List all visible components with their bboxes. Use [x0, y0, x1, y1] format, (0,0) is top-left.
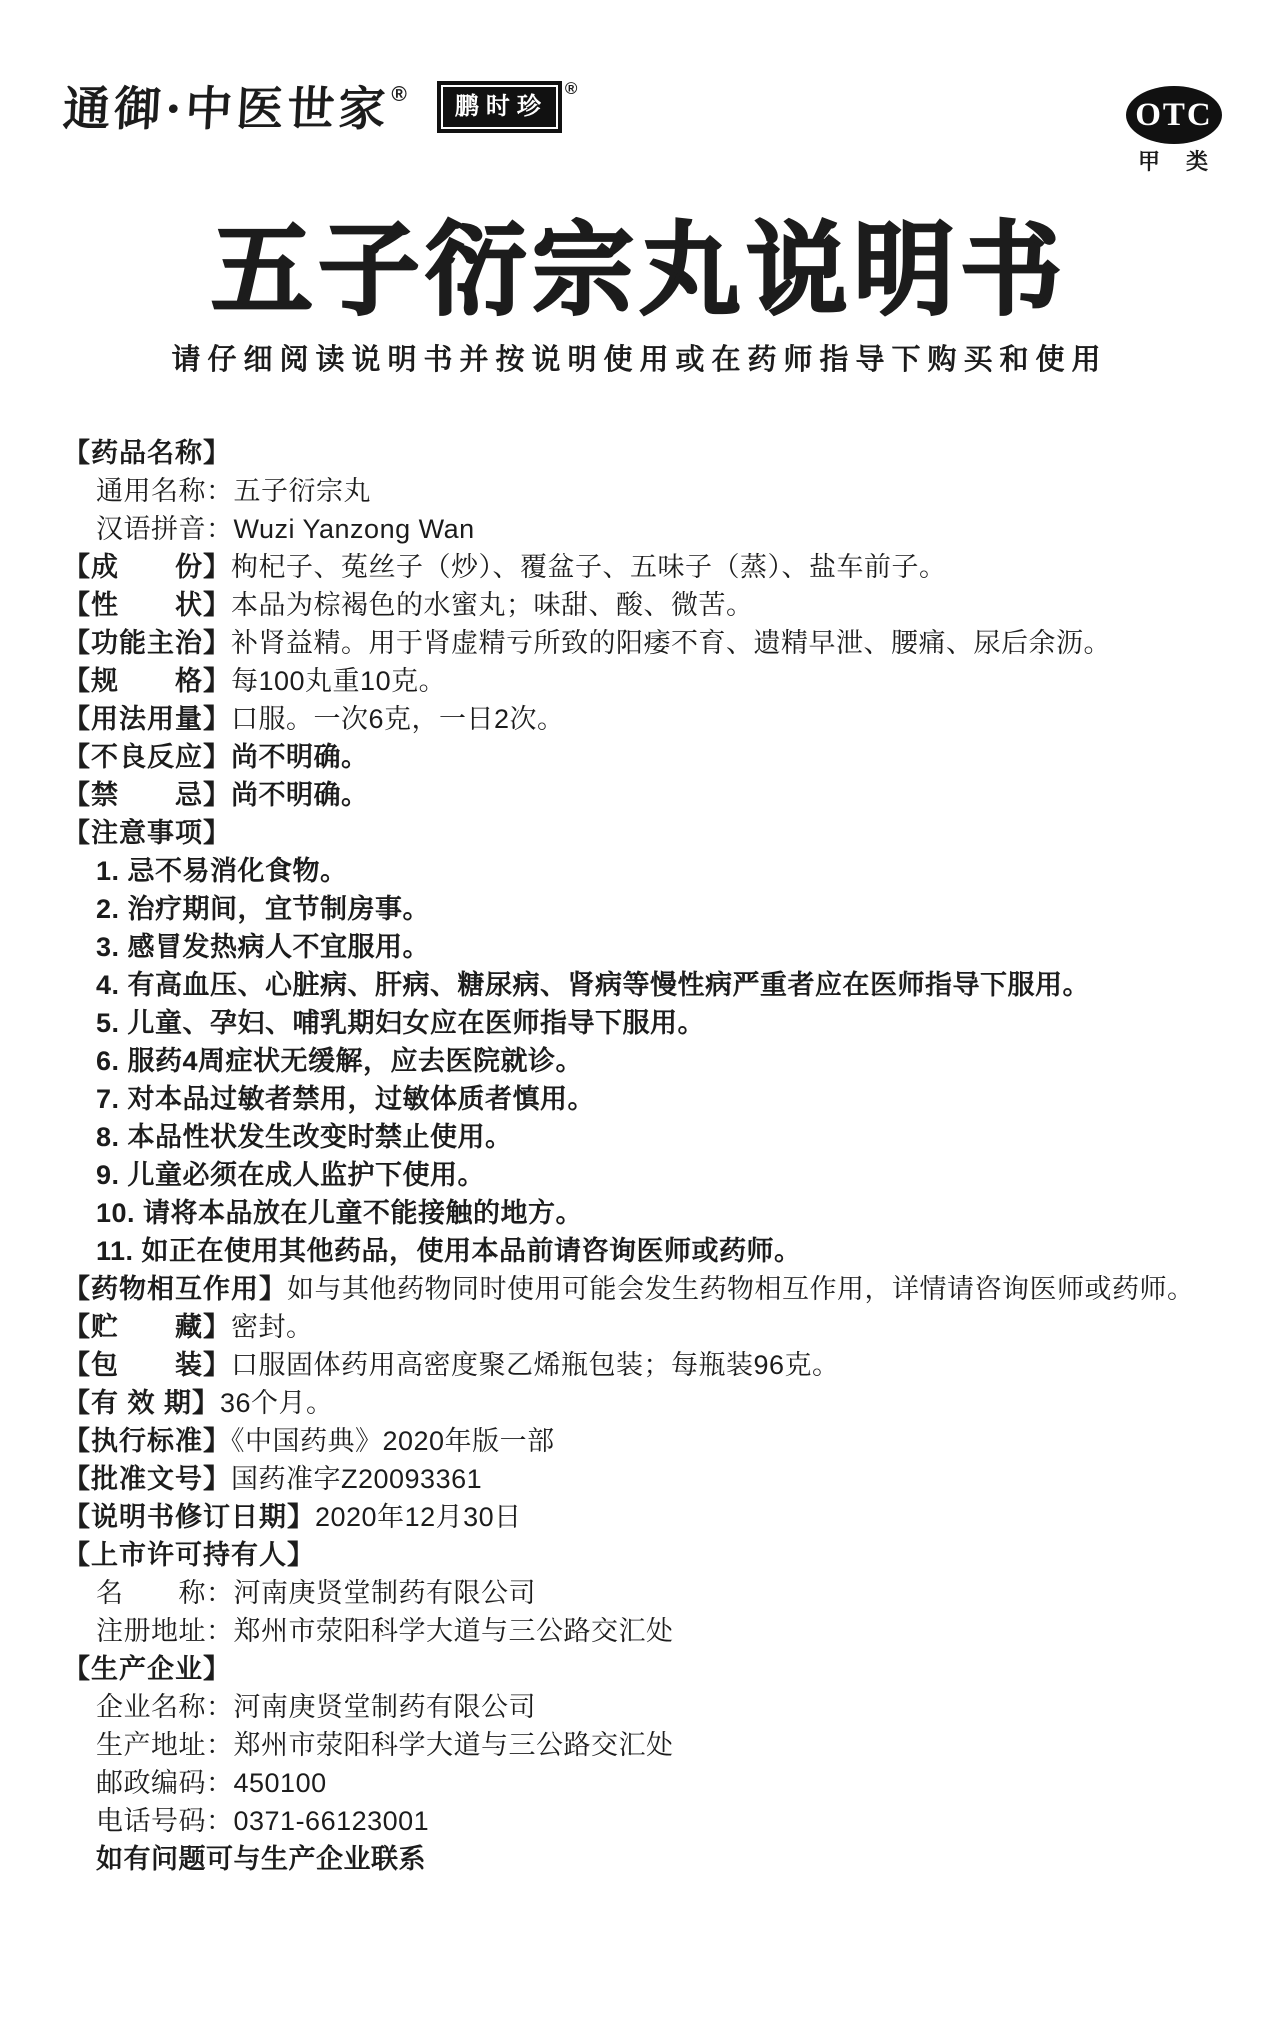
- section-content: 生产地址：郑州市荥阳科学大道与三公路交汇处: [96, 1730, 674, 1761]
- section-label: 【上市许可持有人】: [63, 1540, 315, 1571]
- section-label: 【用法用量】: [63, 704, 231, 735]
- section-content: 如与其他药物同时使用可能会发生药物相互作用，详情请咨询医师或药师。: [287, 1274, 1195, 1305]
- section-content: 尚不明确。: [231, 780, 369, 811]
- section-content: 口服固体药用高密度聚乙烯瓶包装；每瓶装96克。: [231, 1350, 840, 1381]
- doc-line: [63, 1080, 1229, 1118]
- doc-line: [63, 1764, 1229, 1802]
- brand-seal-plaque: [437, 81, 562, 133]
- section-content: 11. 如正在使用其他药品，使用本品前请咨询医师或药师。: [96, 1236, 802, 1267]
- doc-line: [63, 1840, 1229, 1878]
- section-content: 通用名称：五子衍宗丸: [96, 476, 371, 507]
- doc-line: [63, 1042, 1229, 1080]
- section-label: 【批准文号】: [63, 1464, 231, 1495]
- section-content: 4. 有高血压、心脏病、肝病、糖尿病、肾病等慢性病严重者应在医师指导下服用。: [96, 970, 1091, 1001]
- doc-line: [63, 586, 1229, 624]
- page-title: 五子衍宗丸说明书: [211, 215, 1068, 327]
- doc-line: [63, 1118, 1229, 1156]
- doc-line: [63, 890, 1229, 928]
- leaflet-body: [0, 378, 1279, 1878]
- doc-line: [63, 1688, 1229, 1726]
- doc-line: [63, 1232, 1229, 1270]
- section-content: 密封。: [231, 1312, 314, 1343]
- section-label: 【规 格】: [63, 666, 231, 697]
- doc-line: [63, 1004, 1229, 1042]
- registered-trademark-icon: ®: [564, 79, 578, 98]
- section-label: 【不良反应】: [63, 742, 231, 773]
- section-label: 【说明书修订日期】: [63, 1502, 315, 1533]
- doc-line: [63, 1498, 1229, 1536]
- otc-ellipse-icon: [1126, 86, 1222, 144]
- section-label: 【成 份】: [63, 552, 231, 583]
- section-content: 3. 感冒发热病人不宜服用。: [96, 932, 431, 963]
- section-content: 补肾益精。用于肾虚精亏所致的阳痿不育、遗精早泄、腰痛、尿后余沥。: [231, 628, 1111, 659]
- brand-logo-group: [61, 79, 578, 137]
- section-content: 《中国药典》2020年版一部: [231, 1426, 555, 1457]
- section-content: 国药准字Z20093361: [231, 1464, 483, 1495]
- section-label: 【生产企业】: [63, 1654, 231, 1685]
- doc-line: [63, 1536, 1229, 1574]
- doc-line: [63, 776, 1229, 814]
- doc-line: [63, 434, 1229, 472]
- otc-class-label: 甲 类: [1137, 149, 1210, 174]
- section-content: 本品为棕褐色的水蜜丸；味甜、酸、微苦。: [231, 590, 754, 621]
- section-label: 【药品名称】: [63, 438, 231, 469]
- section-content: 企业名称：河南庚贤堂制药有限公司: [96, 1692, 536, 1723]
- section-label: 【功能主治】: [63, 628, 231, 659]
- page-subtitle: 请仔细阅读说明书并按说明使用或在药师指导下购买和使用: [171, 344, 1108, 377]
- section-content: 36个月。: [220, 1388, 334, 1419]
- section-content: 邮政编码：450100: [96, 1768, 327, 1799]
- doc-line: [63, 966, 1229, 1004]
- doc-line: [63, 1650, 1229, 1688]
- section-content: 1. 忌不易消化食物。: [96, 856, 348, 887]
- doc-line: [63, 548, 1229, 586]
- doc-line: [63, 1384, 1229, 1422]
- section-label: 【执行标准】: [63, 1426, 231, 1457]
- doc-line: [63, 928, 1229, 966]
- section-label: 【包 装】: [63, 1350, 231, 1381]
- doc-line: [63, 1726, 1229, 1764]
- registered-trademark-icon: ®: [391, 83, 407, 106]
- otc-label: OTC: [1135, 96, 1213, 133]
- section-label: 【注意事项】: [63, 818, 231, 849]
- doc-line: [63, 1802, 1229, 1840]
- doc-line: [63, 1270, 1229, 1308]
- section-content: 7. 对本品过敏者禁用，过敏体质者慎用。: [96, 1084, 596, 1115]
- section-content: 8. 本品性状发生改变时禁止使用。: [96, 1122, 513, 1153]
- section-content: 名 称：河南庚贤堂制药有限公司: [96, 1578, 536, 1609]
- doc-line: [63, 700, 1229, 738]
- doc-line: [63, 624, 1229, 662]
- doc-line: [63, 472, 1229, 510]
- seal-text: 鹏时珍: [443, 87, 556, 127]
- doc-line: [63, 852, 1229, 890]
- doc-line: [63, 738, 1229, 776]
- section-content: 电话号码：0371-66123001: [96, 1806, 430, 1837]
- brand-logo-text: 通御·中医世家: [61, 82, 391, 137]
- section-content: 5. 儿童、孕妇、哺乳期妇女应在医师指导下服用。: [96, 1008, 706, 1039]
- section-content: 口服。一次6克，一日2次。: [231, 704, 565, 735]
- section-label: 【禁 忌】: [63, 780, 231, 811]
- section-label: 【性 状】: [63, 590, 231, 621]
- otc-badge: [1126, 86, 1222, 176]
- section-content: 10. 请将本品放在儿童不能接触的地方。: [96, 1198, 584, 1229]
- header-brand-row: [0, 0, 1279, 176]
- doc-line: [63, 510, 1229, 548]
- section-label: 【有 效 期】: [63, 1388, 221, 1419]
- doc-line: [63, 1156, 1229, 1194]
- doc-line: [63, 1460, 1229, 1498]
- doc-line: [63, 1308, 1229, 1346]
- section-content: 枸杞子、菟丝子（炒）、覆盆子、五味子（蒸）、盐车前子。: [231, 552, 947, 583]
- section-content: 2020年12月30日: [315, 1502, 522, 1533]
- doc-line: [63, 1194, 1229, 1232]
- section-label: 【药物相互作用】: [63, 1274, 287, 1305]
- doc-line: [63, 1612, 1229, 1650]
- doc-line: [63, 1346, 1229, 1384]
- section-content: 注册地址：郑州市荥阳科学大道与三公路交汇处: [96, 1616, 674, 1647]
- doc-line: [63, 814, 1229, 852]
- section-content: 如有问题可与生产企业联系: [96, 1844, 426, 1875]
- doc-line: [63, 662, 1229, 700]
- section-content: 每100丸重10克。: [231, 666, 447, 697]
- section-content: 汉语拼音：Wuzi Yanzong Wan: [96, 514, 475, 545]
- section-content: 6. 服药4周症状无缓解，应去医院就诊。: [96, 1046, 584, 1077]
- doc-line: [63, 1574, 1229, 1612]
- section-content: 尚不明确。: [231, 742, 369, 773]
- section-content: 2. 治疗期间，宜节制房事。: [96, 894, 431, 925]
- section-content: 9. 儿童必须在成人监护下使用。: [96, 1160, 486, 1191]
- doc-line: [63, 1422, 1229, 1460]
- section-label: 【贮 藏】: [63, 1312, 231, 1343]
